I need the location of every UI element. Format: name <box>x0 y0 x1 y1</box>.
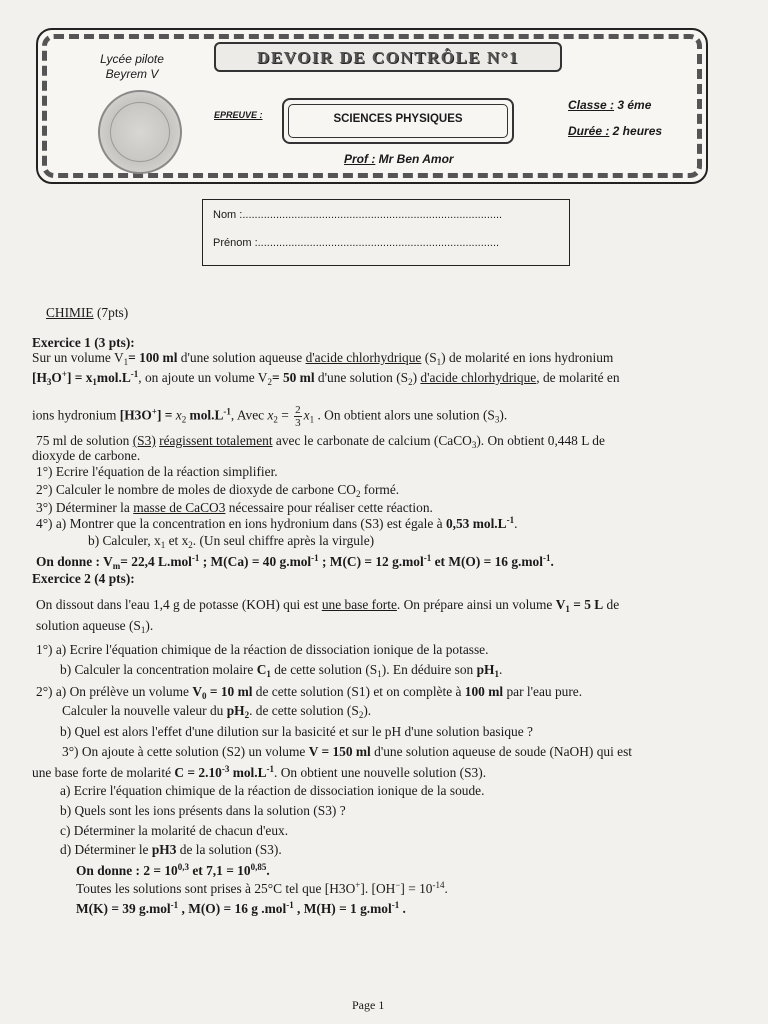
ex2-question-3c: c) Déterminer la molarité de chacun d'eux. <box>60 823 289 838</box>
ex2-question-3-line2: une base forte de molarité $C = 2.10^{-3}$ $mol.L^{-1}$. On obtient une nouvelle solution (S3). <box>32 764 487 780</box>
ex2-text-line2: solution aqueuse $(S_1)$. <box>36 618 154 635</box>
subject-name: SCIENCES PHYSIQUES <box>333 113 463 125</box>
school-seal-icon <box>98 90 182 174</box>
ex1-text-line3: ions hydronium $[H3O^+] = x_2$ $mol.L^{-1}$, Avec $x_2$ = $\frac{2}{3}$ $x_1$ . On obtient alors une solution $(S_3)$. <box>32 404 508 429</box>
ex2-question-3a: a) Ecrire l'équation chimique de la réaction de dissociation ionique de la soude. <box>60 783 485 798</box>
ex1-text-line1: Sur un volume $V_1= 100$ ml d'une solution aqueuse d'acide chlorhydrique $(S_1)$ de molarité en ions hydronium <box>32 350 614 367</box>
ex2-text-line1: On dissout dans l'eau 1,4 g de potasse (KOH) qui est une base forte. On prépare ainsi un volume $V_1 = 5$ L de <box>36 597 620 614</box>
classe-label: Classe : <box>568 98 615 112</box>
ex1-question-4a: 4°) a) Montrer que la concentration en ions hydronium dans (S3) est égale à 0,53 $mol.L^{-1}$. <box>36 515 518 531</box>
ex2-question-2b: b) Quel est alors l'effet d'une dilution sur la basicité et sur le pH d'une solution basique ? <box>60 724 533 739</box>
ex1-question-3: 3°) Déterminer la masse de CaCO3 nécessaire pour réaliser cette réaction. <box>36 500 433 515</box>
school-name <box>84 52 180 82</box>
ex1-text-line2: $[H_3O^+] = x_1mol.L^{-1}$, on ajoute un volume $V_2= 50$ ml d'une solution $(S_2)$ d'acide chlorhydrique, de molarité en <box>32 369 620 387</box>
ex2-question-1b: b) Calculer la concentration molaire $C_1$ de cette solution $(S_1)$. En déduire son $pH_1$. <box>60 662 503 679</box>
prof-label: Prof : <box>344 152 376 166</box>
duree-value: 2 heures <box>609 124 663 138</box>
prenom-field[interactable]: Prénom :............................................................................... <box>213 237 500 249</box>
ex2-question-1a: 1°) a) Ecrire l'équation chimique de la réaction de dissociation ionique de la potasse. <box>36 642 489 657</box>
ex2-ionic-product: Toutes les solutions sont prises à 25°C tel que [H3O+]. $[OH^-] = 10^{-14}$. <box>76 880 448 896</box>
ex1-given-data: On donne : $V_m= 22,4$ L.mol$^{-1}$ ; M(Ca) = 40 g.mol$^{-1}$ ; M(C) = 12 g.mol$^{-1}$ et M(O) = 16 g.mol$^{-1}$. <box>36 553 554 571</box>
ex2-molar-masses: M(K) = 39 g.mol$^{-1}$ , M(O) = 16 g .mol$^{-1}$ , M(H) = 1 g.mol$^{-1}$ . <box>76 900 406 916</box>
epreuve-label: EPREUVE : <box>214 110 263 120</box>
ex1-text-line5: dioxyde de carbone. <box>32 448 141 463</box>
chimie-points: (7pts) <box>96 305 129 320</box>
title-box <box>214 42 562 72</box>
ex2-given-powers: On donne : $2 = 10^{0,3}$ et $7,1 = 10^{0,85}$. <box>76 862 270 878</box>
page-number: Page 1 <box>352 998 385 1012</box>
duree-label: Durée : <box>568 124 610 138</box>
classe-info <box>568 98 651 112</box>
exam-header <box>36 28 708 184</box>
school-name-line2: Beyrem V <box>105 67 159 81</box>
ex1-question-2: 2°) Calculer le nombre de moles de dioxyde de carbone $CO_2$ formé. <box>36 482 400 499</box>
ex2-question-3b: b) Quels sont les ions présents dans la solution (S3) ? <box>60 803 346 818</box>
nom-field[interactable]: Nom :..................................................................................... <box>213 209 503 221</box>
chimie-heading <box>46 304 128 321</box>
subject-box <box>282 98 514 144</box>
fraction-two-thirds: $\frac{2}{3}$ <box>295 404 301 429</box>
student-name-box <box>202 199 570 266</box>
exercise-2-title: Exercice 2 (4 pts): <box>32 571 135 586</box>
classe-value: 3 éme <box>614 98 652 112</box>
ex1-question-4b: b) Calculer, $x_1$ et $x_2$. (Un seul chiffre après la virgule) <box>88 533 375 550</box>
ex2-question-2a-calc: Calculer la nouvelle valeur du $pH_2$. de cette solution $(S_2)$. <box>62 703 372 720</box>
ex1-question-1: 1°) Ecrire l'équation de la réaction simplifier. <box>36 464 278 479</box>
ex1-text-line4: 75 ml de solution (S3) réagissent totalement avec le carbonate de calcium (CaCO$_3$). On obtient 0,448 L de <box>36 433 605 450</box>
ex2-question-2a: 2°) a) On prélève un volume $V_0 = 10$ ml de cette solution (S1) et on complète à 100 ml par l'eau pure. <box>36 684 583 701</box>
prof-info <box>344 152 454 166</box>
exam-title: DEVOIR DE CONTRÔLE N°1 <box>257 48 519 67</box>
chimie-title: CHIMIE <box>46 305 94 320</box>
ex2-question-3: 3°) On ajoute à cette solution (S2) un volume V = 150 ml d'une solution aqueuse de soude (NaOH) qui est <box>62 744 633 759</box>
school-name-line1: Lycée pilote <box>100 52 164 66</box>
duree-info <box>568 124 662 138</box>
exercise-1-title: Exercice 1 (3 pts): <box>32 335 135 350</box>
prof-value: Mr Ben Amor <box>375 152 454 166</box>
ex2-question-3d: d) Déterminer le pH3 de la solution (S3). <box>60 842 282 857</box>
